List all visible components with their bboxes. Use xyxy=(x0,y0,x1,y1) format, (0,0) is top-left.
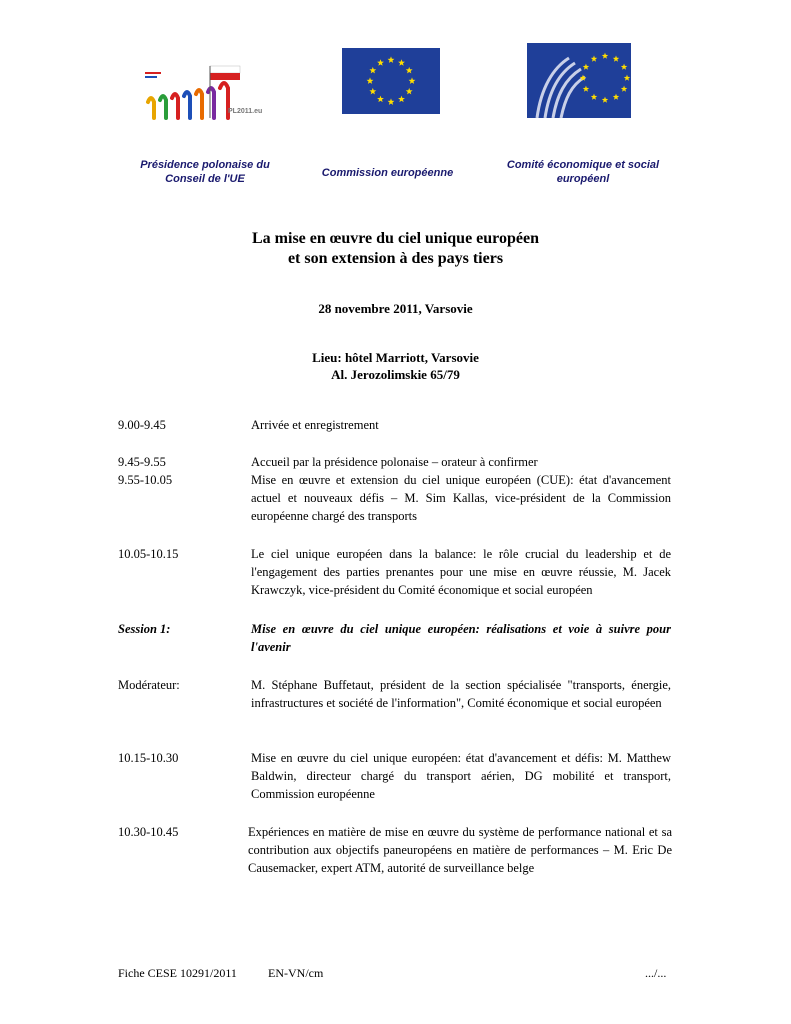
venue-line2: Al. Jerozolimskie 65/79 xyxy=(331,367,460,382)
session-label: Session 1: xyxy=(118,622,171,636)
eesc-logo xyxy=(527,43,631,118)
eesc-caption: Comité économique et social européenl xyxy=(506,159,660,185)
venue-line1: Lieu: hôtel Marriott, Varsovie xyxy=(312,350,479,365)
agenda-time: 9.00-9.45 xyxy=(118,418,166,432)
footer-language-code: EN-VN/cm xyxy=(268,966,324,980)
agenda-time: 9.55-10.05 xyxy=(118,473,173,487)
agenda-text: Le ciel unique européen dans la balance: le rôle crucial du leadership et de l'engagement des parties prenantes pour une mise en œuvre réussie, M. Jacek Krawczyk, vice-président du Comité économique et social européen xyxy=(251,547,671,597)
date-line: 28 novembre 2011, Varsovie xyxy=(318,301,473,316)
agenda-text: Arrivée et enregistrement xyxy=(251,418,379,432)
agenda-time: 10.30-10.45 xyxy=(118,825,179,839)
agenda-text: Mise en œuvre du ciel unique européen: état d'avancement et défis: M. Matthew Baldwin, directeur chargé du transport aérien, DG mobilité et transport, Commission européenne xyxy=(251,751,671,801)
document-title-line2: et son extension à des pays tiers xyxy=(287,250,504,267)
agenda-text: Mise en œuvre et extension du ciel unique européen (CUE): état d'avancement actuel et nouveaux défis – M. Sim Kallas, vice-président de la Commission européenne chargé des transports xyxy=(251,473,671,523)
footer-continuation: .../... xyxy=(645,966,667,980)
agenda-text: Accueil par la présidence polonaise – orateur à confirmer xyxy=(251,455,538,469)
eu-flag-logo xyxy=(342,48,440,114)
pl2011-logo-text: PL2011.eu xyxy=(228,108,263,115)
presidency-caption: Présidence polonaise du Conseil de l'UE xyxy=(140,159,270,185)
session-title: Mise en œuvre du ciel unique européen: réalisations et voie à suivre pour l'avenir xyxy=(251,622,671,654)
agenda-time: 10.15-10.30 xyxy=(118,751,179,765)
document-title-line1: La mise en œuvre du ciel unique européen xyxy=(252,230,539,247)
moderator-text: M. Stéphane Buffetaut, président de la section spécialisée "transports, énergie, infrastructures et société de l'information", Comité économique et social européen xyxy=(251,678,671,710)
moderator-label: Modérateur: xyxy=(118,678,180,692)
agenda-time: 10.05-10.15 xyxy=(118,547,179,561)
agenda-time: 9.45-9.55 xyxy=(118,455,166,469)
polish-presidency-logo xyxy=(140,58,265,133)
footer-reference: Fiche CESE 10291/2011 xyxy=(118,966,237,980)
agenda-text: Expériences en matière de mise en œuvre du système de performance national et sa contribution aux objectifs paneuropéens en matière de performances – M. Eric De Causemacker, expert ATM, autorité de surveillance belge xyxy=(248,825,672,875)
commission-caption: Commission européenne xyxy=(321,167,454,179)
